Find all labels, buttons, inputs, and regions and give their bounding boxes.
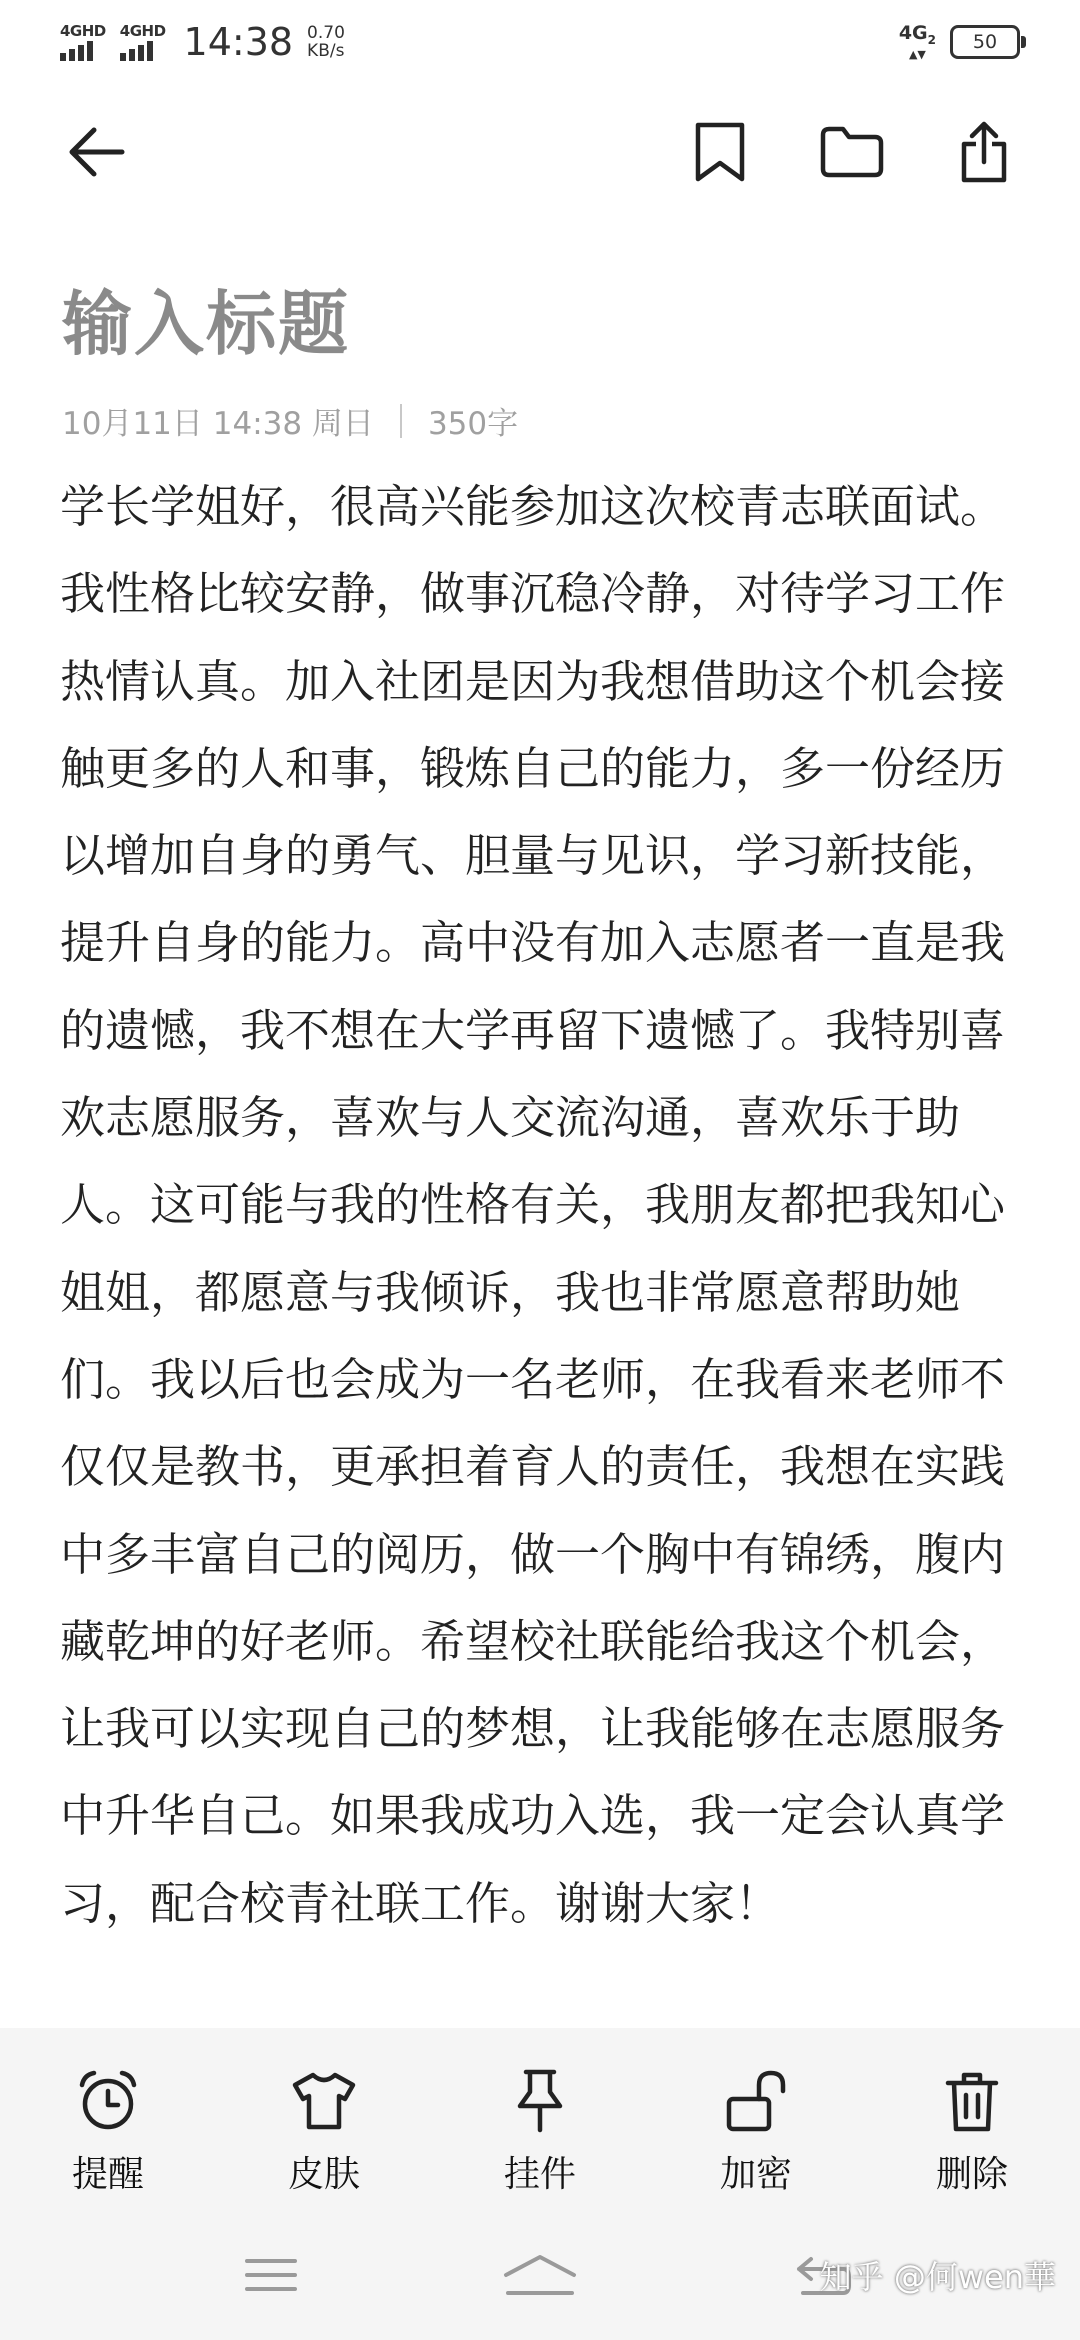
signal-1	[60, 21, 106, 61]
share-icon	[958, 120, 1010, 184]
widget-button[interactable]	[460, 2066, 620, 2197]
pin-icon	[505, 2066, 575, 2136]
network-type	[899, 24, 936, 60]
folder-icon	[819, 125, 885, 179]
home-nav-button[interactable]	[495, 2240, 585, 2310]
note-meta	[62, 398, 518, 443]
signal-bars-icon	[120, 41, 156, 61]
signal-bars-icon	[60, 41, 96, 61]
network-sub: 2	[927, 32, 936, 47]
tshirt-icon	[289, 2066, 359, 2136]
note-title-input[interactable]: 输入标题	[62, 283, 350, 365]
battery-icon	[950, 25, 1020, 59]
note-word-count: 350字	[427, 406, 519, 442]
home-icon	[502, 2253, 578, 2297]
signal-2	[119, 21, 166, 61]
encrypt-label: 加密	[719, 2154, 792, 2195]
top-action-bar	[0, 108, 1080, 196]
note-date: 10月11日 14:38 周日	[62, 406, 374, 442]
network-label: 4G	[898, 22, 928, 45]
speed-value: 0.70	[307, 23, 345, 43]
note-body-editor[interactable]: 学长学姐好，很高兴能参加这次校青志联面试。我性格比较安静，做事沉稳冷静，对待学习工作热情认真。加入社团是因为我想借助这个机会接触更多的人和事，锻炼自己的能力，多一份经历以增加自身的勇气、胆量与见识，学习新技能，提升自身的能力。高中没有加入志愿者一直是我的遗憾，我不想在大学再留下遗憾了。我特别喜欢志愿服务，喜欢与人交流沟通，喜欢乐于助人。这可能与我的性格有关，我朋友都把我知心姐姐，都愿意与我倾诉，我也非常愿意帮助她们。我以后也会成为一名老师，在我看来老师不仅仅是教书，更承担着育人的责任，我想在实践中多丰富自己的阅历，做一个胸中有锦绣，腹内藏乾坤的好老师。希望校社联能给我这个机会，让我可以实现自己的梦想，让我能够在志愿服务中升华自己。如果我成功入选，我一定会认真学习，配合校青社联工作。谢谢大家！	[60, 480, 1006, 1930]
delete-label: 删除	[935, 2154, 1008, 2195]
share-button[interactable]	[940, 108, 1028, 196]
skin-label: 皮肤	[287, 2154, 360, 2195]
speed-unit: KB/s	[307, 41, 345, 61]
menu-icon	[243, 2255, 299, 2295]
data-arrows-icon: ▲▼	[908, 47, 926, 61]
skin-button[interactable]	[244, 2066, 404, 2197]
back-button[interactable]	[52, 108, 140, 196]
signal-1-label: 4GHD	[60, 21, 106, 40]
network-speed	[307, 24, 345, 60]
encrypt-button[interactable]	[676, 2066, 836, 2197]
alarm-clock-icon	[73, 2066, 143, 2136]
watermark: 知乎 @何wen華	[819, 2258, 1056, 2296]
signal-2-label: 4GHD	[119, 21, 166, 40]
status-time: 14:38	[183, 20, 294, 64]
unlock-icon	[721, 2066, 791, 2136]
reminder-label: 提醒	[71, 2154, 144, 2195]
folder-button[interactable]	[808, 108, 896, 196]
status-right	[899, 22, 1020, 62]
status-left	[60, 18, 345, 66]
status-bar	[0, 0, 1080, 84]
bookmark-button[interactable]	[676, 108, 764, 196]
widget-label: 挂件	[503, 2154, 576, 2195]
battery-level: 50	[972, 31, 998, 53]
bookmark-icon	[694, 121, 746, 183]
menu-nav-button[interactable]	[226, 2240, 316, 2310]
reminder-button[interactable]	[28, 2066, 188, 2197]
back-arrow-icon	[66, 126, 126, 178]
delete-button[interactable]	[892, 2066, 1052, 2197]
meta-divider	[400, 404, 402, 438]
trash-icon	[937, 2066, 1007, 2136]
